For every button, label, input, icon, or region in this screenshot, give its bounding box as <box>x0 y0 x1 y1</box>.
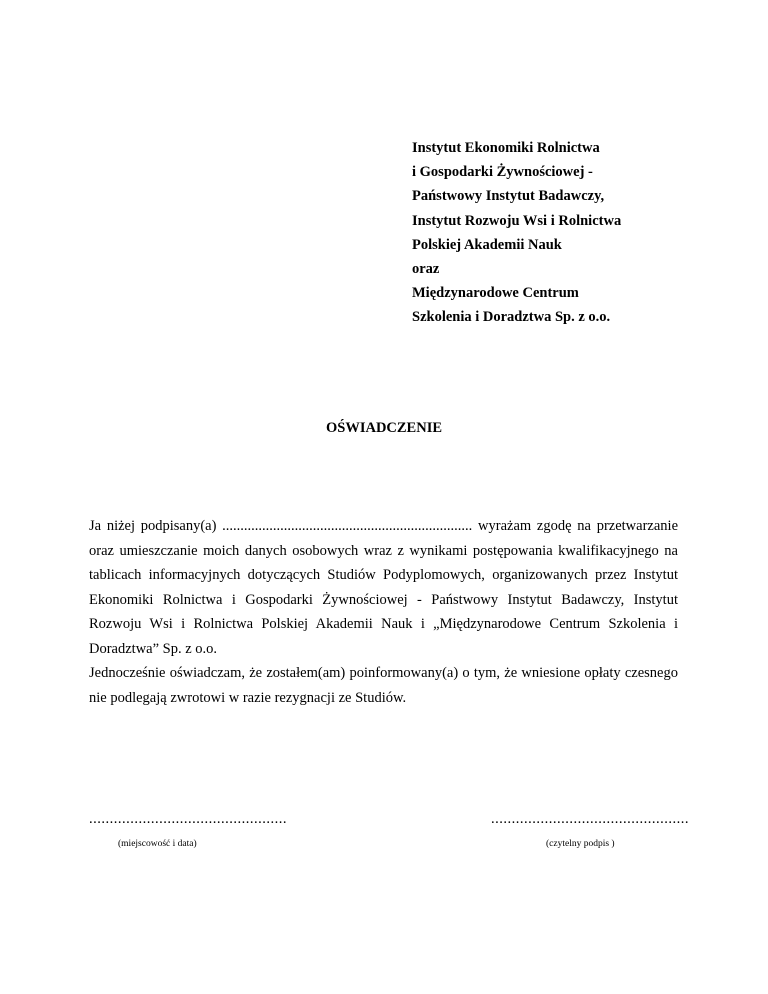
recipient-line: Instytut Rozwoju Wsi i Rolnictwa <box>412 212 622 229</box>
recipient-line: oraz <box>412 261 440 278</box>
recipient-line: Międzynarodowe Centrum <box>412 285 579 302</box>
recipient-line: Szkolenia i Doradztwa Sp. z o.o. <box>412 309 611 326</box>
document-title: OŚWIADCZENIE <box>325 420 443 436</box>
recipient-line: i Gospodarki Żywnościowej - <box>412 164 593 181</box>
recipient-line: Państwowy Instytut Badawczy, <box>412 188 605 205</box>
signature-line: ................................................ <box>491 811 689 827</box>
place-date-caption: (miejscowość i data) <box>118 839 197 849</box>
signature-caption: (czytelny podpis ) <box>546 839 615 849</box>
declaration-body <box>89 514 678 710</box>
recipient-line: Instytut Ekonomiki Rolnictwa <box>412 140 600 156</box>
place-date-line: ................................................ <box>89 811 287 827</box>
fees-paragraph: Jednocześnie oświadczam, że zostałem(am) poinformowany(a) o tym, że wniesione opłaty czesnego nie podlegają zwrotowi w razie rezygnacji ze Studiów. <box>89 665 678 706</box>
recipient-address-block <box>412 136 732 330</box>
recipient-line: Polskiej Akademii Nauk <box>412 236 562 253</box>
consent-paragraph: Ja niżej podpisany(a) ..................................................................... wyrażam zgodę na przetwarzanie oraz umieszczanie moich danych osobowych wraz z wynikami postępowania kwalifikacyjnego na tablicach informacyjnych dotyczących Studiów Podyplomowych, organizowanych przez Instytut Ekonomiki Rolnictwa i Gospodarki Żywnościowej - Państwowy Instytut Badawczy, Instytut Rozwoju Wsi i Rolnictwa Polskiej Akademii Nauk i „Międzynarodowe Centrum Szkolenia i Doradztwa” Sp. z o.o. <box>89 518 678 657</box>
